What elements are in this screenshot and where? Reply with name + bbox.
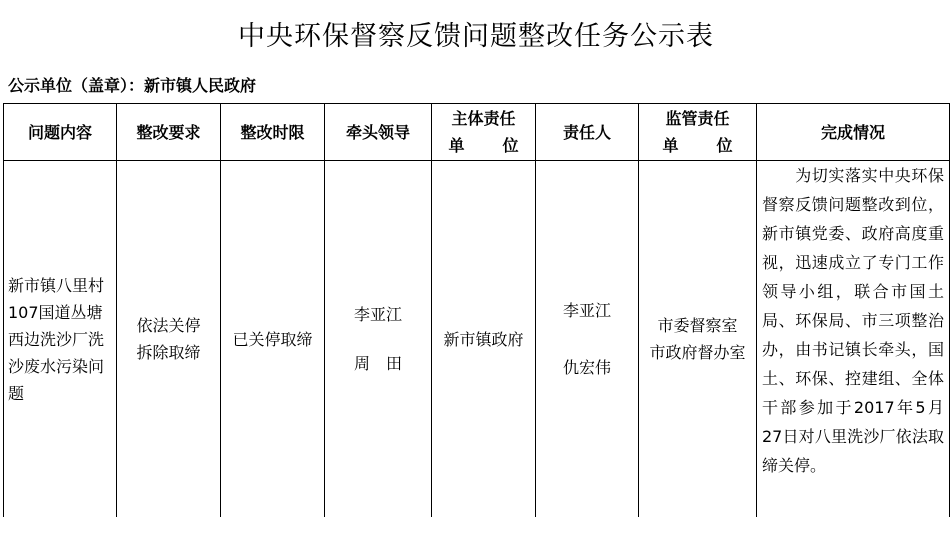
header-status: 完成情况: [757, 104, 950, 161]
requirement-line2: 拆除取缔: [136, 343, 201, 362]
header-supervise-unit: [639, 104, 757, 161]
person-2: 仇宏伟: [562, 358, 611, 377]
leader-1: 李亚江: [353, 305, 402, 324]
cell-status: 为切实落实中央环保督察反馈问题整改到位，新市镇党委、政府高度重视，迅速成立了专门工作领导小组，联合市国土局、环保局、市三项整治办，由书记镇长牵头，国土、环保、控建组、全体干部参加于2017年5月27日对八里洗沙厂依法取缔关停。: [757, 161, 950, 518]
publishing-unit: 公示单位（盖章）：新市镇人民政府: [8, 76, 257, 95]
cell-requirement: [117, 161, 221, 518]
leader-2: 周 田: [353, 354, 402, 373]
header-supervise-line2: 单 位: [662, 136, 733, 155]
cell-problem: 新市镇八里村107国道丛塘西边洗沙厂洗沙废水污染问题: [4, 161, 117, 518]
page-title: 中央环保督察反馈问题整改任务公示表: [238, 21, 714, 52]
header-leader: 牵头领导: [325, 104, 432, 161]
cell-supervise: [639, 161, 757, 518]
cell-leader: [325, 161, 432, 518]
rectification-table: [3, 103, 950, 517]
table-header-row: [4, 104, 950, 161]
header-main-unit-line2: 单 位: [448, 136, 519, 155]
cell-main-unit: 新市镇政府: [432, 161, 536, 518]
header-requirement: 整改要求: [117, 104, 221, 161]
cell-person: [536, 161, 639, 518]
requirement-line1: 依法关停: [136, 316, 201, 335]
header-main-unit: [432, 104, 536, 161]
header-main-unit-line1: 主体责任: [451, 109, 516, 128]
header-supervise-line1: 监管责任: [665, 109, 730, 128]
table-row: [4, 161, 950, 518]
person-1: 李亚江: [562, 301, 611, 320]
supervise-2: 市政府督办室: [649, 343, 746, 362]
header-deadline: 整改时限: [221, 104, 325, 161]
cell-deadline: 已关停取缔: [221, 161, 325, 518]
header-problem: 问题内容: [4, 104, 117, 161]
supervise-1: 市委督察室: [657, 316, 738, 335]
header-person: 责任人: [536, 104, 639, 161]
